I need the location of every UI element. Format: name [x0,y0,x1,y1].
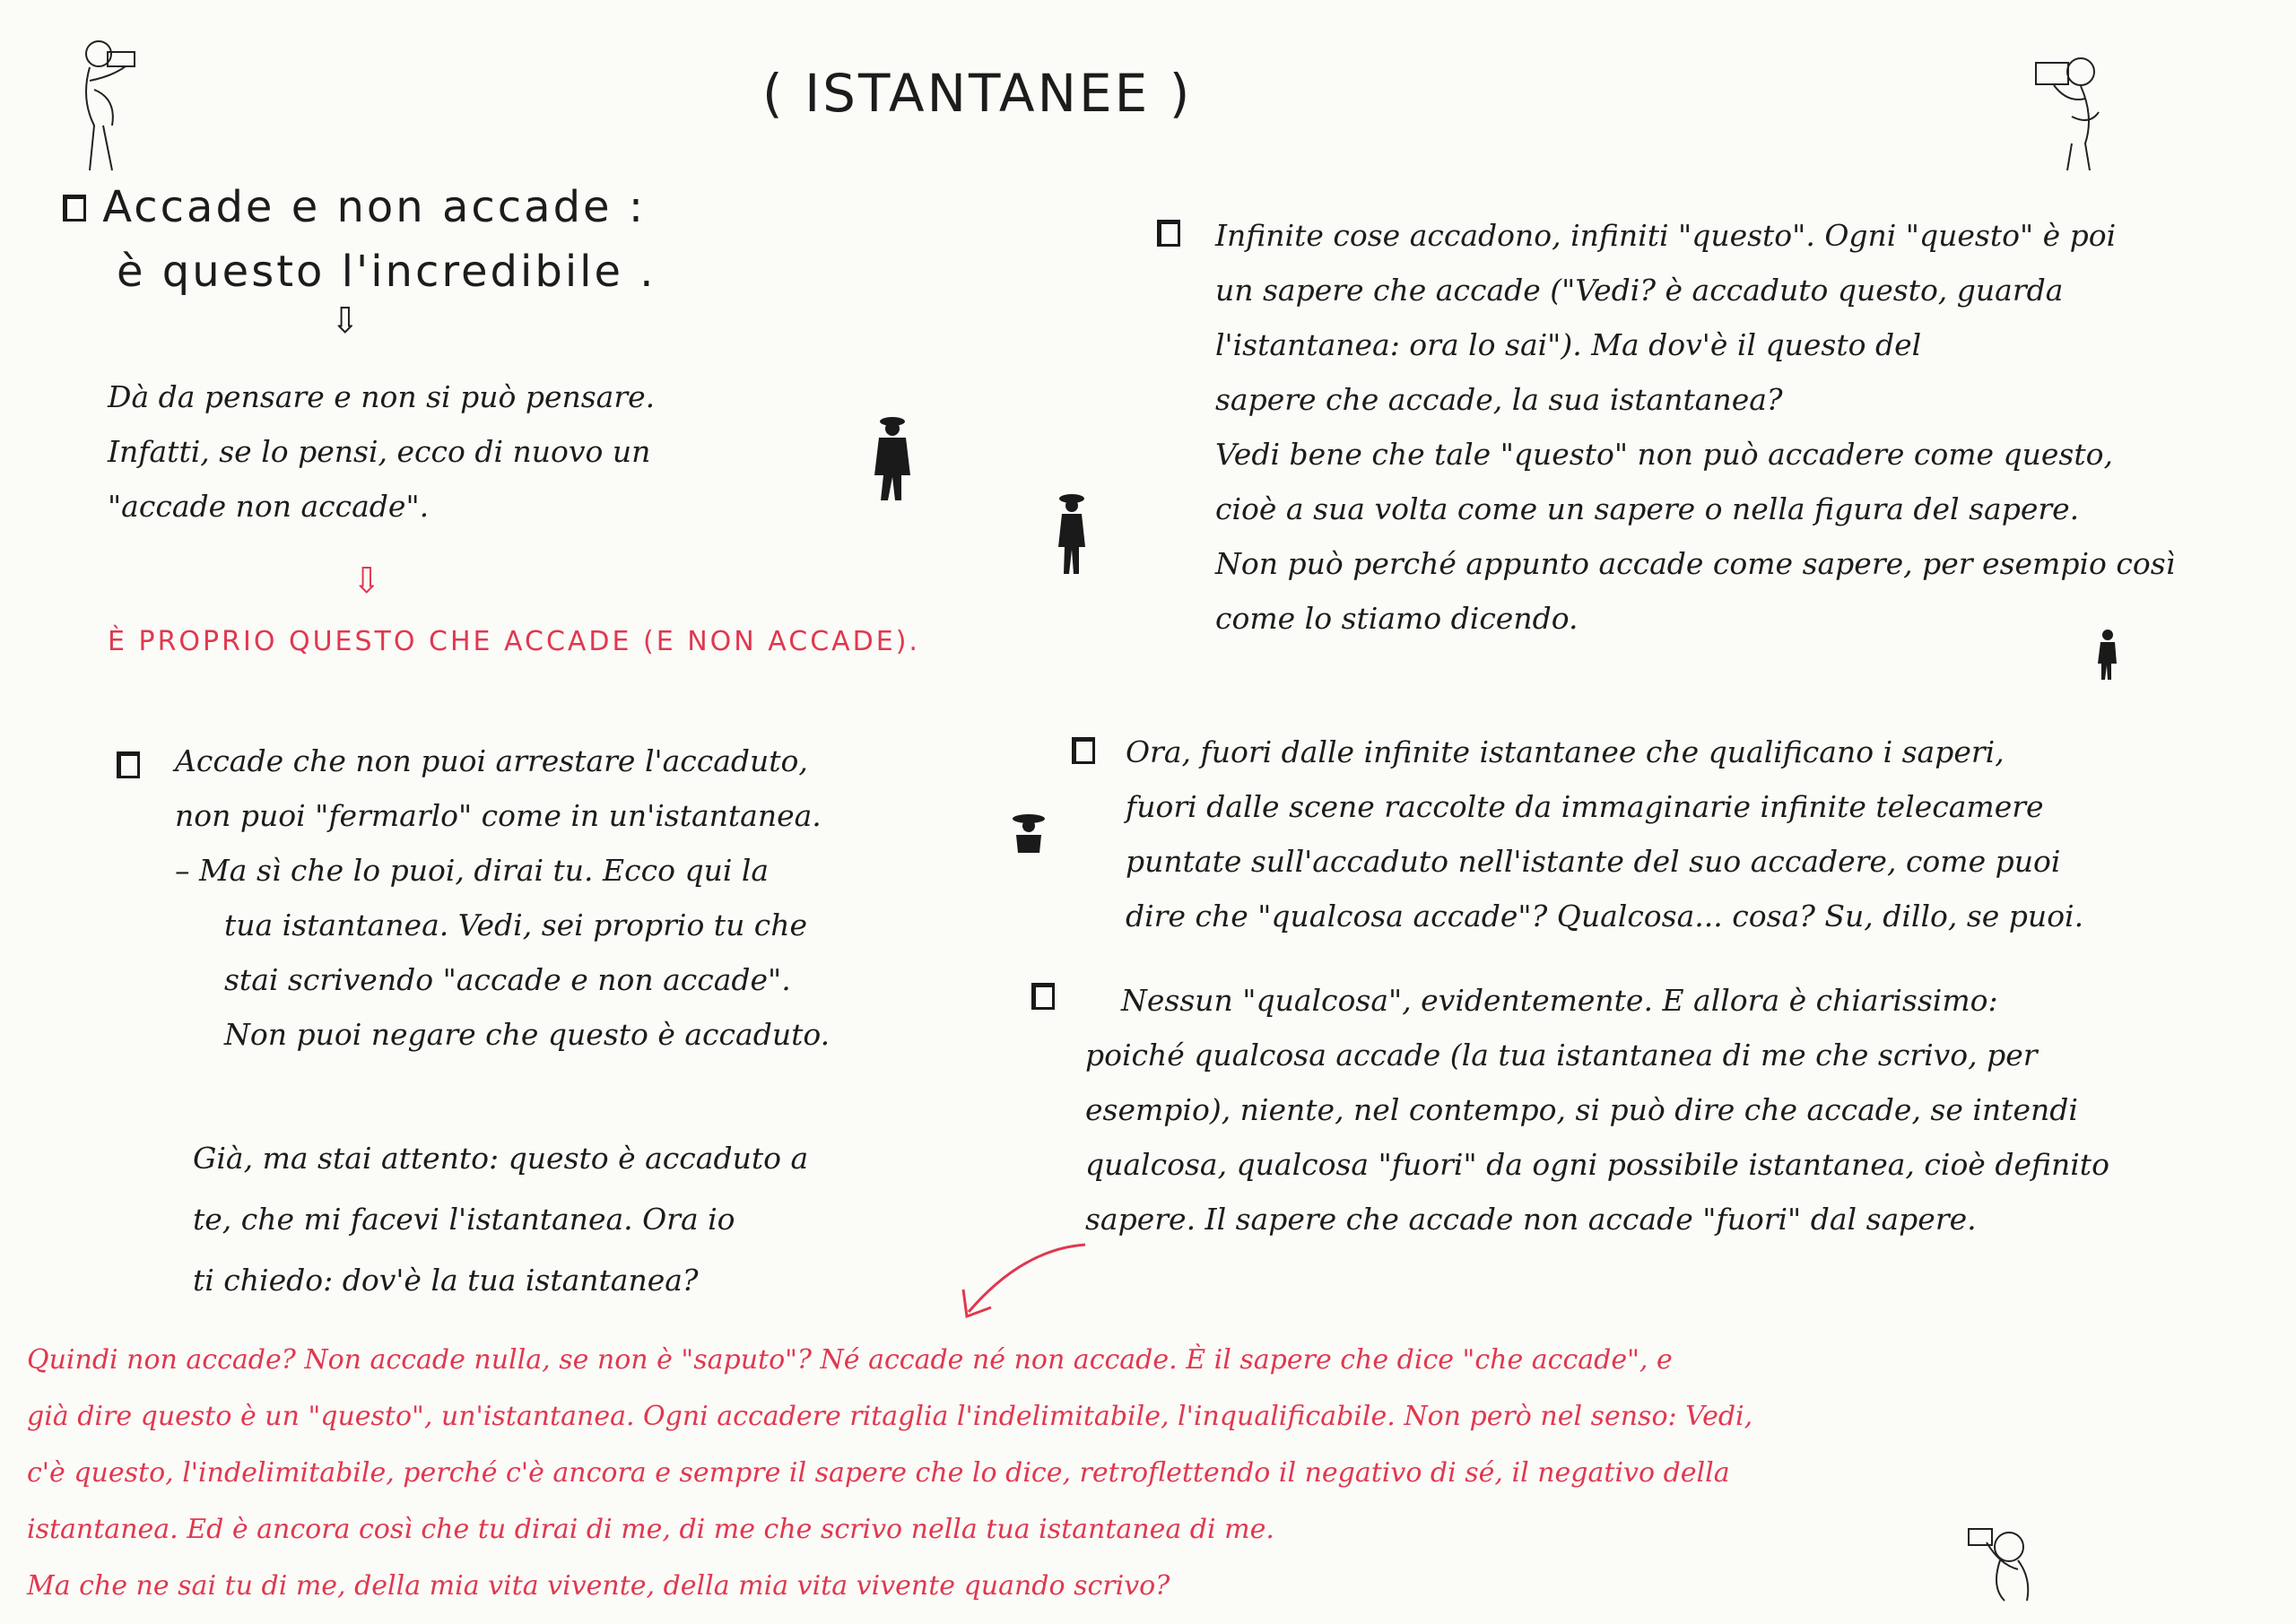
text-line: Ora, fuori dalle infinite istantanee che qualificano i saperi, [1126,734,2005,769]
right-text-block-2 [1126,725,2083,943]
photographer-sketch-bottom-icon [1964,1515,2054,1605]
checkbox-square-icon [117,751,140,778]
figure-silhouette-icon [1049,491,1094,577]
text-line: Già, ma stai attento: questo è accaduto a [193,1141,809,1176]
text-line: poiché qualcosa accade (la tua istantanea di me che scrivo, per [1085,1038,2038,1073]
text-line: ti chiedo: dov'è la tua istantanea? [193,1263,699,1298]
text-line: come lo stiamo dicendo. [1215,601,1578,636]
text-line: non puoi "fermarlo" come in un'istantanea. [175,798,822,833]
text-line: stai scrivendo "accade e non accade". [224,962,791,997]
text-line: un sapere che accade ("Vedi? è accaduto questo, guarda [1215,273,2064,308]
bottom-red-paragraph [27,1332,1752,1614]
text-line: l'istantanea: ora lo sai"). Ma dov'è il questo del [1215,327,1922,362]
heading-line-2: è questo l'incredibile . [117,247,657,297]
text-line: Quindi non accade? Non accade nulla, se non è "saputo"? Né accade né non accade. È il sapere che dice "che accade", e [27,1344,1673,1376]
text-line: Non può perché appunto accade come sapere, per esempio così [1215,546,2176,581]
red-down-arrow-icon: ⇩ [352,560,382,602]
figure-silhouette-icon [861,413,924,502]
text-line: già dire questo è un "questo", un'istantanea. Ogni accadere ritaglia l'indelimitabile, l'inqualificabile. Non però nel senso: Vedi, [27,1401,1753,1432]
text-line: tua istantanea. Vedi, sei proprio tu che [224,908,808,942]
photographer-sketch-left-icon [63,27,152,179]
heading-line-1: Accade e non accade : [102,182,647,232]
text-line: qualcosa, qualcosa "fuori" da ogni possibile istantanea, cioè definito [1085,1147,2109,1182]
checkbox-square-icon [1072,737,1095,764]
red-curved-arrow-icon [951,1236,1094,1325]
photographer-sketch-right-icon [2018,36,2117,179]
text-line: esempio), niente, nel contempo, si può dire che accade, se intendi [1085,1092,2078,1127]
text-line: Nessun "qualcosa", evidentemente. E allora è chiarissimo: [1121,983,1998,1018]
text-line: sapere. Il sapere che accade non accade "fuori" dal sapere. [1085,1202,1977,1237]
text-line: puntate sull'accaduto nell'istante del suo accadere, come puoi [1126,844,2061,879]
right-text-block-3 [1085,973,2109,1246]
down-arrow-icon: ⇩ [330,300,361,342]
text-block-3 [193,1128,808,1311]
page-title: ( ISTANTANEE ) [762,63,1193,124]
text-line: te, che mi facevi l'istantanea. Ora io [193,1202,735,1237]
text-line: "accade non accade". [108,489,430,524]
text-line: Non puoi negare che questo è accaduto. [224,1017,831,1052]
text-line: sapere che accade, la sua istantanea? [1215,382,1783,417]
red-statement: È PROPRIO QUESTO CHE ACCADE (E NON ACCADE). [108,626,920,657]
text-line: c'è questo, l'indelimitabile, perché c'è ancora e sempre il sapere che lo dice, retroflettendo il negativo di sé, il negativo della [27,1457,1730,1489]
text-line: Vedi bene che tale "questo" non può accadere come questo, [1215,437,2113,472]
text-line: Dà da pensare e non si può pensare. [108,379,656,414]
text-line: cioè a sua volta come un sapere o nella figura del sapere. [1215,491,2080,526]
checkbox-square-icon [1031,983,1055,1010]
checkbox-square-icon [63,195,86,221]
text-block-2 [175,734,830,1062]
text-line: dire che "qualcosa accade"? Qualcosa... cosa? Su, dillo, se puoi. [1126,899,2084,934]
text-line: – Ma sì che lo puoi, dirai tu. Ecco qui la [175,853,770,888]
right-text-block-1 [1215,208,2175,646]
text-block-1 [108,369,655,534]
figure-silhouette-icon [1009,812,1049,856]
main-heading [63,175,657,304]
text-line: Infatti, se lo pensi, ecco di nuovo un [108,434,651,469]
text-line: fuori dalle scene raccolte da immaginarie infinite telecamere [1126,789,2044,824]
checkbox-square-icon [1157,220,1180,247]
text-line: Accade che non puoi arrestare l'accaduto, [175,743,808,778]
text-line: Infinite cose accadono, infiniti "questo". Ogni "questo" è poi [1215,218,2117,253]
text-line: istantanea. Ed è ancora così che tu dirai di me, di me che scrivo nella tua istantanea di me. [27,1514,1274,1545]
text-line: Ma che ne sai tu di me, della mia vita vivente, della mia vita vivente quando scrivo? [27,1570,1170,1602]
